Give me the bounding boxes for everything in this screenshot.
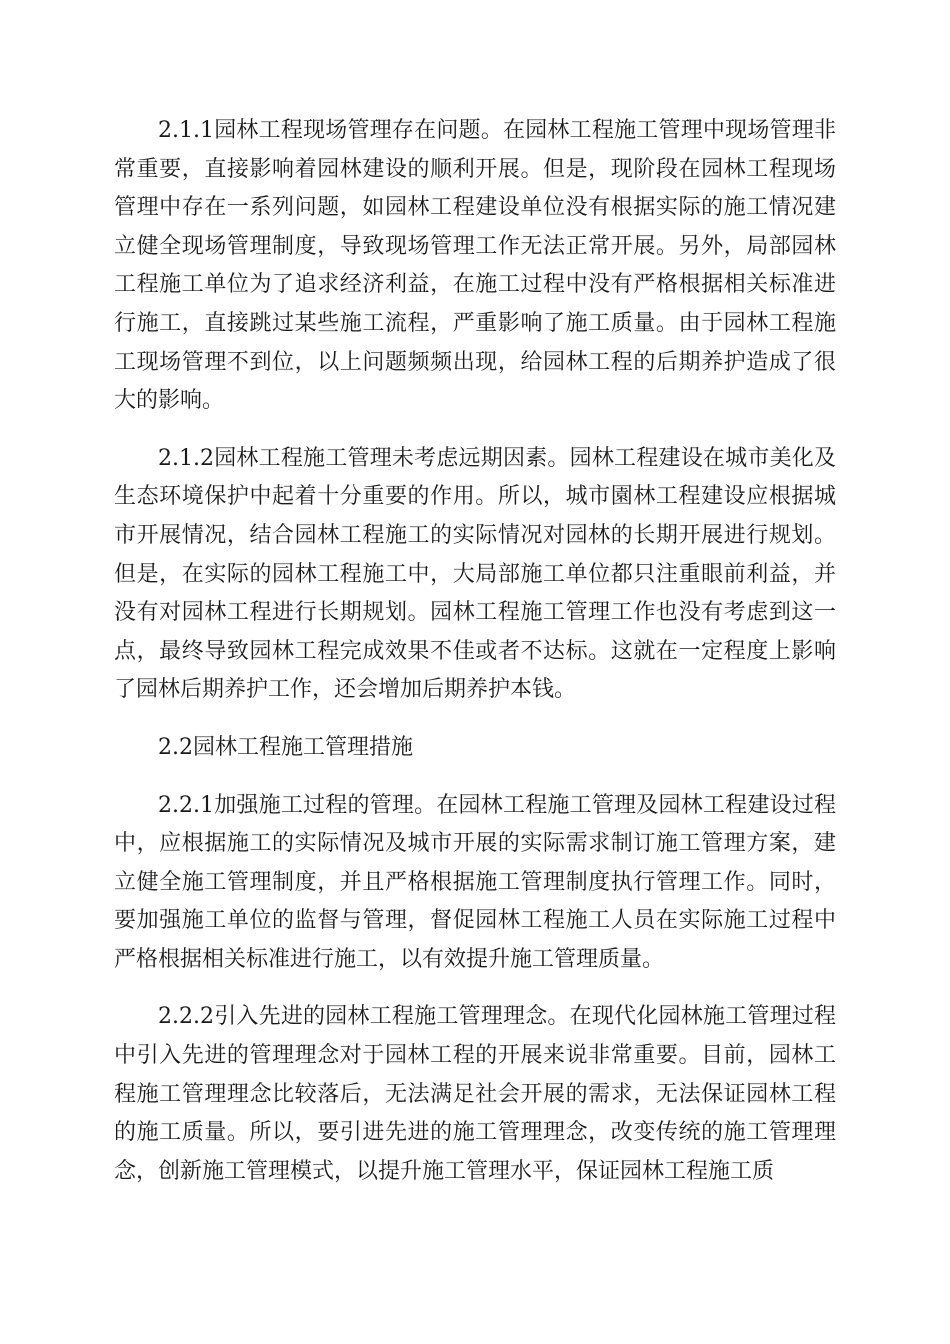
document-body <box>114 112 836 1210</box>
paragraph-2-2-2: 2.2.2引入先进的园林工程施工管理理念。在现代化园林施工管理过程中引入先进的管理理念对于园林工程的开展来说非常重要。目前，园林工程施工管理理念比较落后，无法满足社会开展的需求，无法保证园林工程的施工质量。所以，要引进先进的施工管理理念，改变传统的施工管理理念，创新施工管理模式，以提升施工管理水平，保证园林工程施工质 <box>114 1004 836 1184</box>
paragraph-2-1-1: 2.1.1园林工程现场管理存在问题。在园林工程施工管理中现场管理非常重要，直接影响着园林建设的顺利开展。但是，现阶段在园林工程现场管理中存在一系列问题，如园林工程建设单位没有根据实际的施工情况建立健全现场管理制度，导致现场管理工作无法正常开展。另外，局部园林工程施工单位为了追求经济利益，在施工过程中没有严格根据相关标准进行施工，直接跳过某些施工流程，严重影响了施工质量。由于园林工程施工现场管理不到位，以上问题频频出现，给园林工程的后期养护造成了很大的影响。 <box>114 118 836 414</box>
section-heading-2-2: 2.2园林工程施工管理措施 <box>158 734 413 760</box>
paragraph-2-1-2: 2.1.2园林工程施工管理未考虑远期因素。园林工程建设在城市美化及生态环境保护中起着十分重要的作用。所以，城市園林工程建设应根据城市开展情况，结合园林工程施工的实际情况对园林的长期开展进行规划。但是，在实际的园林工程施工中，大局部施工单位都只注重眼前利益，并没有对园林工程进行长期规划。园林工程施工管理工作也没有考虑到这一点，最终导致园林工程完成效果不佳或者不达标。这就在一定程度上影响了园林后期养护工作，还会增加后期养护本钱。 <box>114 445 836 703</box>
paragraph-2-2-1: 2.2.1加强施工过程的管理。在园林工程施工管理及园林工程建设过程中，应根据施工的实际情况及城市开展的实际需求制订施工管理方案，建立健全施工管理制度，并且严格根据施工管理制度执行管理工作。同时，要加强施工单位的监督与管理，督促园林工程施工人员在实际施工过程中严格根据相关标准进行施工，以有效提升施工管理质量。 <box>114 792 836 972</box>
